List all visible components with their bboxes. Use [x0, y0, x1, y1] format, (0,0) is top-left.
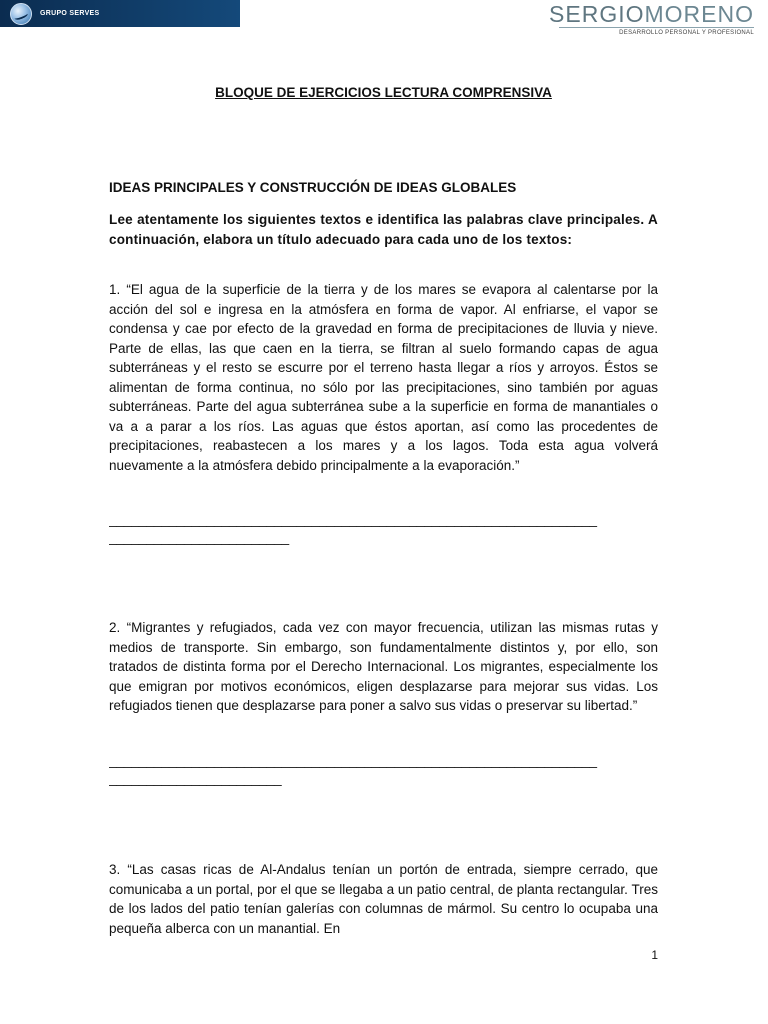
- document-title: BLOQUE DE EJERCICIOS LECTURA COMPRENSIVA: [215, 85, 552, 100]
- answer-line-2b: _______________________: [109, 771, 282, 786]
- brand-divider: [559, 27, 754, 28]
- answer-line-2a: _________________________________________________________________: [109, 753, 598, 768]
- answer-line-1b: ________________________: [109, 530, 290, 545]
- brand-right-tagline: DESARROLLO PERSONAL Y PROFESIONAL: [619, 30, 754, 36]
- paragraph-3: 3. “Las casas ricas de Al-Andalus tenían un portón de entrada, siempre cerrado, que comunicaba a un portal, por el que se llegaba a un patio central, de planta rectangular. Tres de los lados del patio tenían galerías con columnas de mármol. Su centro lo ocupaba una pequeña alberca con un manantial. En: [109, 862, 658, 936]
- brand-right-name-first: SERGIO: [549, 1, 645, 27]
- header-brand-right: [549, 2, 754, 36]
- header-band: [0, 0, 240, 27]
- instructions-text: Lee atentamente los siguientes textos e identifica las palabras clave principales. A continuación, elabora un título adecuado para cada uno de los textos:: [109, 212, 658, 247]
- answer-line-1a: _________________________________________________________________: [109, 512, 598, 527]
- brand-right-name-last: MORENO: [644, 1, 754, 27]
- page-number: 1: [651, 948, 658, 962]
- brand-left-label: GRUPO SERVES: [40, 10, 100, 17]
- paragraph-1: 1. “El agua de la superficie de la tierra y de los mares se evapora al calentarse por la acción del sol e ingresa en la atmósfera en forma de vapor. Al enfriarse, el vapor se condensa y cae por efecto de la gravedad en forma de precipitaciones de lluvia y nieve. Parte de ellas, las que caen en la tierra, se filtran al suelo formando capas de agua subterráneas y el resto se escurre por el terreno hasta llegar a ríos y arroyos. Éstos se alimentan de forma continua, no sólo por las precipitaciones, sino también por aguas subterráneas. Parte del agua subterránea sube a la superficie en forma de manantiales o va a a parar a los ríos. Las aguas que éstos aportan, así como las procedentes de precipitaciones, reabastecen a los mares y a los lagos. Toda esta agua volverá nuevamente a la atmósfera debido principalmente a la evaporación.”: [109, 282, 658, 473]
- paragraph-2: 2. “Migrantes y refugiados, cada vez con mayor frecuencia, utilizan las mismas rutas y medios de transporte. Sin embargo, son fundamentalmente distintos y, por ello, son tratados de distinta forma por el Derecho Internacional. Los migrantes, especialmente los que emigran por motivos económicos, eligen desplazarse para mejorar sus vidas. Los refugiados tienen que desplazarse para poner a salvo sus vidas o preservar su libertad.”: [109, 620, 658, 713]
- section-title: IDEAS PRINCIPALES Y CONSTRUCCIÓN DE IDEAS GLOBALES: [109, 180, 517, 195]
- brand-right-name: [549, 2, 754, 26]
- globe-logo-icon: [10, 3, 32, 25]
